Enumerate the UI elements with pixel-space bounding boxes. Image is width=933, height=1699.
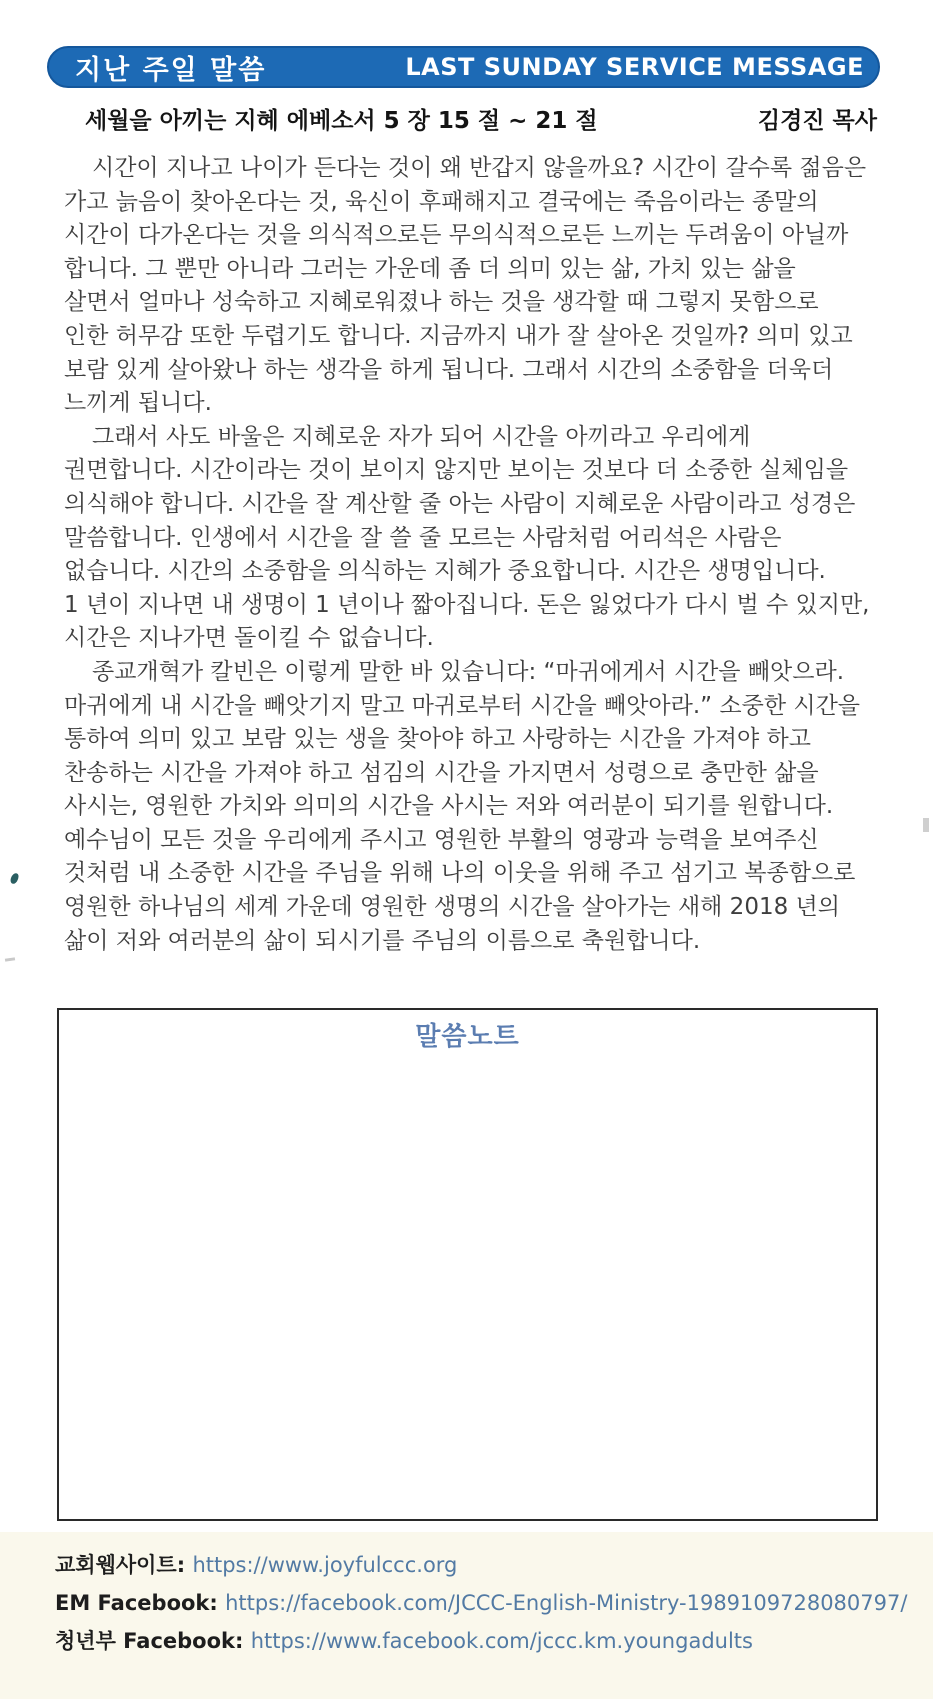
footer-link-row — [55, 1546, 933, 1584]
body-line: 것처럼 내 소중한 시간을 주님을 위해 나의 이웃을 위해 주고 섬기고 복종함으로 — [64, 860, 856, 887]
body-line: 보람 있게 살아왔나 하는 생각을 하게 됩니다. 그래서 시간의 소중함을 더욱더 — [64, 356, 834, 383]
body-line: 시간이 지나고 나이가 든다는 것이 왜 반갑지 않을까요? 시간이 갈수록 젊음은 — [92, 155, 867, 181]
section-title-korean: 지난 주일 말씀 — [75, 54, 267, 86]
body-line: 시간은 지나가면 돌이킬 수 없습니다. — [64, 625, 434, 652]
footer-link-url[interactable]: https://facebook.com/JCCC-English-Ministry-1989109728080797/ — [225, 1591, 908, 1615]
body-line: 없습니다. 시간의 소중함을 의식하는 지혜가 중요합니다. 시간은 생명입니다. — [64, 558, 826, 585]
sermon-paragraph — [64, 421, 879, 656]
sermon-body — [64, 152, 879, 958]
body-line: 예수님이 모든 것을 우리에게 주시고 영원한 부활의 영광과 능력을 보여주신 — [64, 826, 819, 853]
sermon-title-row — [85, 102, 877, 135]
scan-artifact-left-tick — [5, 957, 15, 961]
body-line: 권면합니다. 시간이라는 것이 보이지 않지만 보이는 것보다 더 소중한 실체임을 — [64, 457, 849, 484]
body-line: 살면서 얼마나 성숙하고 지혜로워졌나 하는 것을 생각할 때 그렇지 못함으로 — [64, 289, 819, 316]
section-header-bar — [47, 46, 880, 88]
footer-link-label: EM Facebook: — [55, 1591, 226, 1615]
body-line: 삶이 저와 여러분의 삶이 되시기를 주님의 이름으로 축원합니다. — [64, 927, 701, 954]
body-line: 영원한 하나님의 세계 가운데 영원한 생명의 시간을 살아가는 새해 2018 년의 — [64, 894, 840, 921]
scan-artifact-right-tick — [923, 818, 929, 832]
sermon-notes-box — [57, 1008, 878, 1521]
footer-link-label: 청년부 Facebook: — [55, 1629, 251, 1653]
sermon-paragraph — [64, 152, 879, 421]
notes-title: 말씀노트 — [415, 1022, 520, 1052]
body-line: 인한 허무감 또한 두렵기도 합니다. 지금까지 내가 잘 살아온 것일까? 의미 있고 — [64, 322, 853, 349]
footer-link-row — [55, 1584, 933, 1622]
body-line: 느끼게 됩니다. — [64, 390, 212, 417]
body-line: 1 년이 지나면 내 생명이 1 년이나 짧아집니다. 돈은 잃었다가 다시 벌 수 있지만, — [64, 591, 870, 618]
sermon-title: 세월을 아끼는 지혜 에베소서 5 장 15 절 ~ 21 절 — [85, 108, 598, 134]
footer-link-row — [55, 1622, 933, 1660]
body-line: 합니다. 그 뿐만 아니라 그러는 가운데 좀 더 의미 있는 삶, 가치 있는 삶을 — [64, 255, 796, 282]
footer-link-url[interactable]: https://www.joyfulccc.org — [192, 1553, 458, 1577]
body-line: 가고 늙음이 찾아온다는 것, 육신이 후패해지고 결국에는 죽음이라는 종말의 — [64, 188, 819, 215]
scan-artifact-ink-dot — [9, 872, 19, 885]
body-line: 그래서 사도 바울은 지혜로운 자가 되어 시간을 아끼라고 우리에게 — [92, 423, 751, 450]
body-line: 의식해야 합니다. 시간을 잘 계산할 줄 아는 사람이 지혜로운 사람이라고 성경은 — [64, 490, 856, 517]
body-line: 통하여 의미 있고 보람 있는 생을 찾아야 하고 사랑하는 시간을 가져야 하고 — [64, 726, 811, 753]
footer-link-label: 교회웹사이트: — [55, 1553, 193, 1577]
body-line: 말씀합니다. 인생에서 시간을 잘 쓸 줄 모르는 사람처럼 어리석은 사람은 — [64, 524, 782, 551]
footer-link-url[interactable]: https://www.facebook.com/jccc.km.youngadults — [250, 1629, 753, 1653]
section-title-english: LAST SUNDAY SERVICE MESSAGE — [405, 53, 864, 81]
footer-links — [0, 1532, 933, 1699]
body-line: 마귀에게 내 시간을 빼앗기지 말고 마귀로부터 시간을 빼앗아라.” 소중한 시간을 — [64, 692, 861, 719]
body-line: 사시는, 영원한 가치와 의미의 시간을 사시는 저와 여러분이 되기를 원합니다. — [64, 793, 834, 820]
sermon-preacher: 김경진 목사 — [757, 108, 877, 134]
body-line: 종교개혁가 칼빈은 이렇게 말한 바 있습니다: “마귀에게서 시간을 빼앗으라. — [92, 658, 845, 685]
body-line: 찬송하는 시간을 가져야 하고 섬김의 시간을 가지면서 성령으로 충만한 삶을 — [64, 759, 819, 786]
body-line: 시간이 다가온다는 것을 의식적으로든 무의식적으로든 느끼는 두려움이 아닐까 — [64, 222, 849, 249]
sermon-paragraph — [64, 656, 879, 958]
